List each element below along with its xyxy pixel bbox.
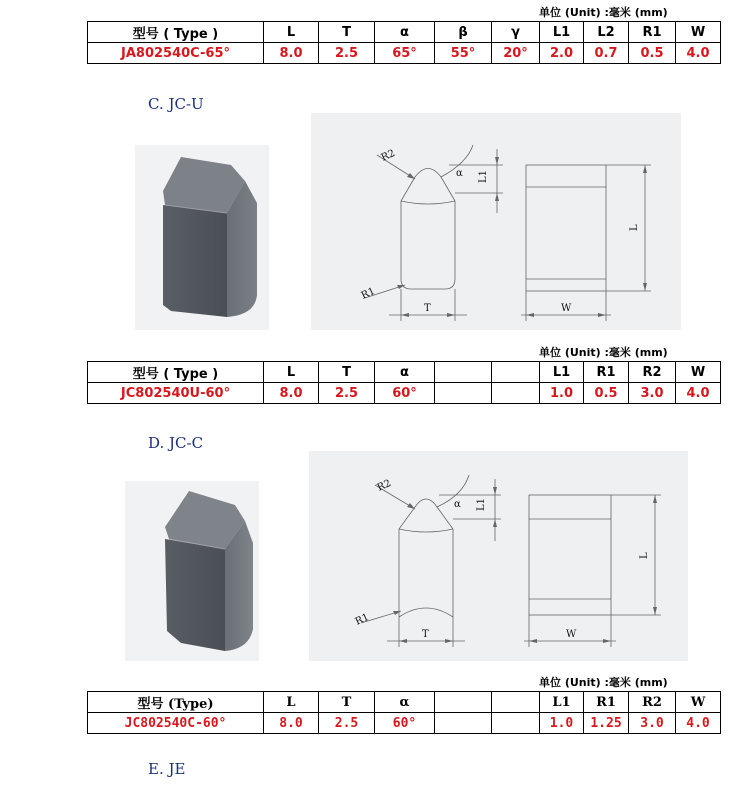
header-l1: L1 xyxy=(540,362,584,383)
cell-empty xyxy=(492,713,540,734)
section-title-jc-c: D. JC-C xyxy=(148,434,204,452)
header-r1: R1 xyxy=(584,362,629,383)
table-header-row xyxy=(88,362,721,383)
cell-r2: 3.0 xyxy=(629,713,676,734)
drawing-jc-c xyxy=(309,451,688,661)
label-l: L xyxy=(639,552,650,559)
header-t: T xyxy=(319,362,375,383)
insert-photo-jc-u xyxy=(135,145,269,330)
header-r1: R1 xyxy=(629,22,676,43)
header-r2: R2 xyxy=(629,692,676,713)
cell-t: 2.5 xyxy=(319,43,375,64)
cell-alpha: 65° xyxy=(375,43,435,64)
header-type: 型号 ( Type ) xyxy=(88,22,264,43)
table-header-row xyxy=(88,22,721,43)
drawing-jc-u xyxy=(311,113,681,330)
header-empty xyxy=(492,692,540,713)
label-l1: L1 xyxy=(478,169,489,183)
cell-r1: 1.25 xyxy=(584,713,629,734)
label-l: L xyxy=(629,224,640,231)
cell-t: 2.5 xyxy=(319,383,375,404)
label-alpha: α xyxy=(454,499,461,510)
header-alpha: α xyxy=(375,692,435,713)
cell-l2: 0.7 xyxy=(584,43,629,64)
label-r2: R2 xyxy=(379,147,397,164)
header-type: 型号 (Type) xyxy=(88,692,264,713)
header-gamma: γ xyxy=(492,22,540,43)
table-header-row xyxy=(88,692,721,713)
label-r1: R1 xyxy=(359,285,377,302)
header-alpha: α xyxy=(375,362,435,383)
label-r2: R2 xyxy=(375,477,393,494)
cell-l1: 1.0 xyxy=(540,383,584,404)
insert-photo-jc-c xyxy=(125,481,259,661)
label-t: T xyxy=(422,629,429,640)
header-beta: β xyxy=(435,22,492,43)
header-l: L xyxy=(264,362,319,383)
cell-w: 4.0 xyxy=(676,713,721,734)
cell-l: 8.0 xyxy=(264,383,319,404)
cell-t: 2.5 xyxy=(319,713,375,734)
header-type: 型号 ( Type ) xyxy=(88,362,264,383)
header-empty xyxy=(435,362,492,383)
cell-type: JC802540U-60° xyxy=(88,383,264,404)
cell-alpha: 60° xyxy=(375,383,435,404)
cell-type: JC802540C-60° xyxy=(88,713,264,734)
label-l1: L1 xyxy=(476,497,487,511)
header-empty xyxy=(435,692,492,713)
spec-table-jc-u xyxy=(87,361,721,404)
spec-table-jc-c xyxy=(87,691,721,734)
header-w: W xyxy=(676,22,721,43)
cell-l1: 2.0 xyxy=(540,43,584,64)
cell-gamma: 20° xyxy=(492,43,540,64)
header-w: W xyxy=(676,362,721,383)
label-w: W xyxy=(561,303,572,314)
section-title-jc-u: C. JC-U xyxy=(148,95,204,113)
header-alpha: α xyxy=(375,22,435,43)
cell-empty xyxy=(435,383,492,404)
cell-r1: 0.5 xyxy=(629,43,676,64)
cell-l1: 1.0 xyxy=(540,713,584,734)
header-l1: L1 xyxy=(540,22,584,43)
cell-r2: 3.0 xyxy=(629,383,676,404)
header-r2: R2 xyxy=(629,362,676,383)
header-t: T xyxy=(319,22,375,43)
header-l: L xyxy=(264,22,319,43)
label-w: W xyxy=(566,629,577,640)
unit-note: 单位 (Unit) :毫米 (mm) xyxy=(539,346,668,359)
label-r1: R1 xyxy=(353,611,371,628)
table-row xyxy=(88,43,721,64)
cell-alpha: 60° xyxy=(375,713,435,734)
unit-note: 单位 (Unit) :毫米 (mm) xyxy=(539,676,668,689)
cell-w: 4.0 xyxy=(676,43,721,64)
cell-r1: 0.5 xyxy=(584,383,629,404)
label-alpha: α xyxy=(456,168,463,179)
spec-table-ja xyxy=(87,21,721,64)
header-empty xyxy=(492,362,540,383)
cell-l: 8.0 xyxy=(264,43,319,64)
section-title-je: E. JE xyxy=(148,760,186,778)
table-row xyxy=(88,713,721,734)
table-row xyxy=(88,383,721,404)
cell-type: JA802540C-65° xyxy=(88,43,264,64)
label-t: T xyxy=(424,303,431,314)
cell-w: 4.0 xyxy=(676,383,721,404)
header-l: L xyxy=(264,692,319,713)
header-w: W xyxy=(676,692,721,713)
unit-note: 单位 (Unit) :毫米 (mm) xyxy=(539,6,668,19)
header-r1: R1 xyxy=(584,692,629,713)
cell-empty xyxy=(435,713,492,734)
header-t: T xyxy=(319,692,375,713)
header-l2: L2 xyxy=(584,22,629,43)
cell-beta: 55° xyxy=(435,43,492,64)
cell-l: 8.0 xyxy=(264,713,319,734)
header-l1: L1 xyxy=(540,692,584,713)
cell-empty xyxy=(492,383,540,404)
